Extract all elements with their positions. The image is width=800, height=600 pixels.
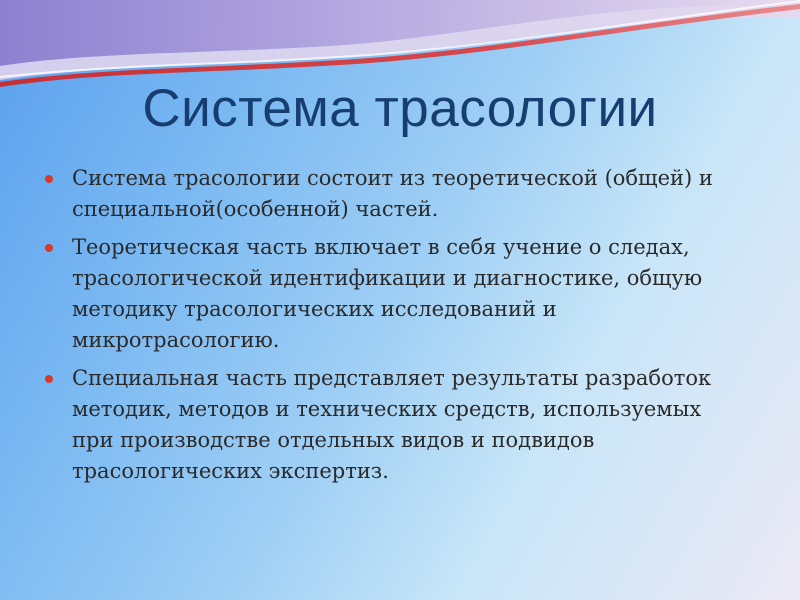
bullet-dot-icon bbox=[45, 244, 53, 252]
bullet-item bbox=[40, 163, 740, 225]
bullet-item bbox=[40, 363, 740, 487]
bullet-text: Специальная часть представляет результаты разработок методик, методов и технических средств, используемых при производстве отдельных видов и подвидов трасологических экспертиз. bbox=[72, 366, 712, 483]
slide-title: Система трасологии bbox=[142, 79, 658, 138]
bullet-list bbox=[40, 163, 740, 494]
bullet-dot-icon bbox=[45, 175, 53, 183]
bullet-text: Система трасологии состоит из теоретической (общей) и специальной(особенной) частей. bbox=[72, 166, 713, 221]
bullet-text: Теоретическая часть включает в себя учение о следах, трасологической идентификации и диагностике, общую методику трасологических исследований и микротрасологию. bbox=[72, 235, 703, 352]
bullet-item bbox=[40, 232, 740, 356]
bullet-dot-icon bbox=[45, 375, 53, 383]
